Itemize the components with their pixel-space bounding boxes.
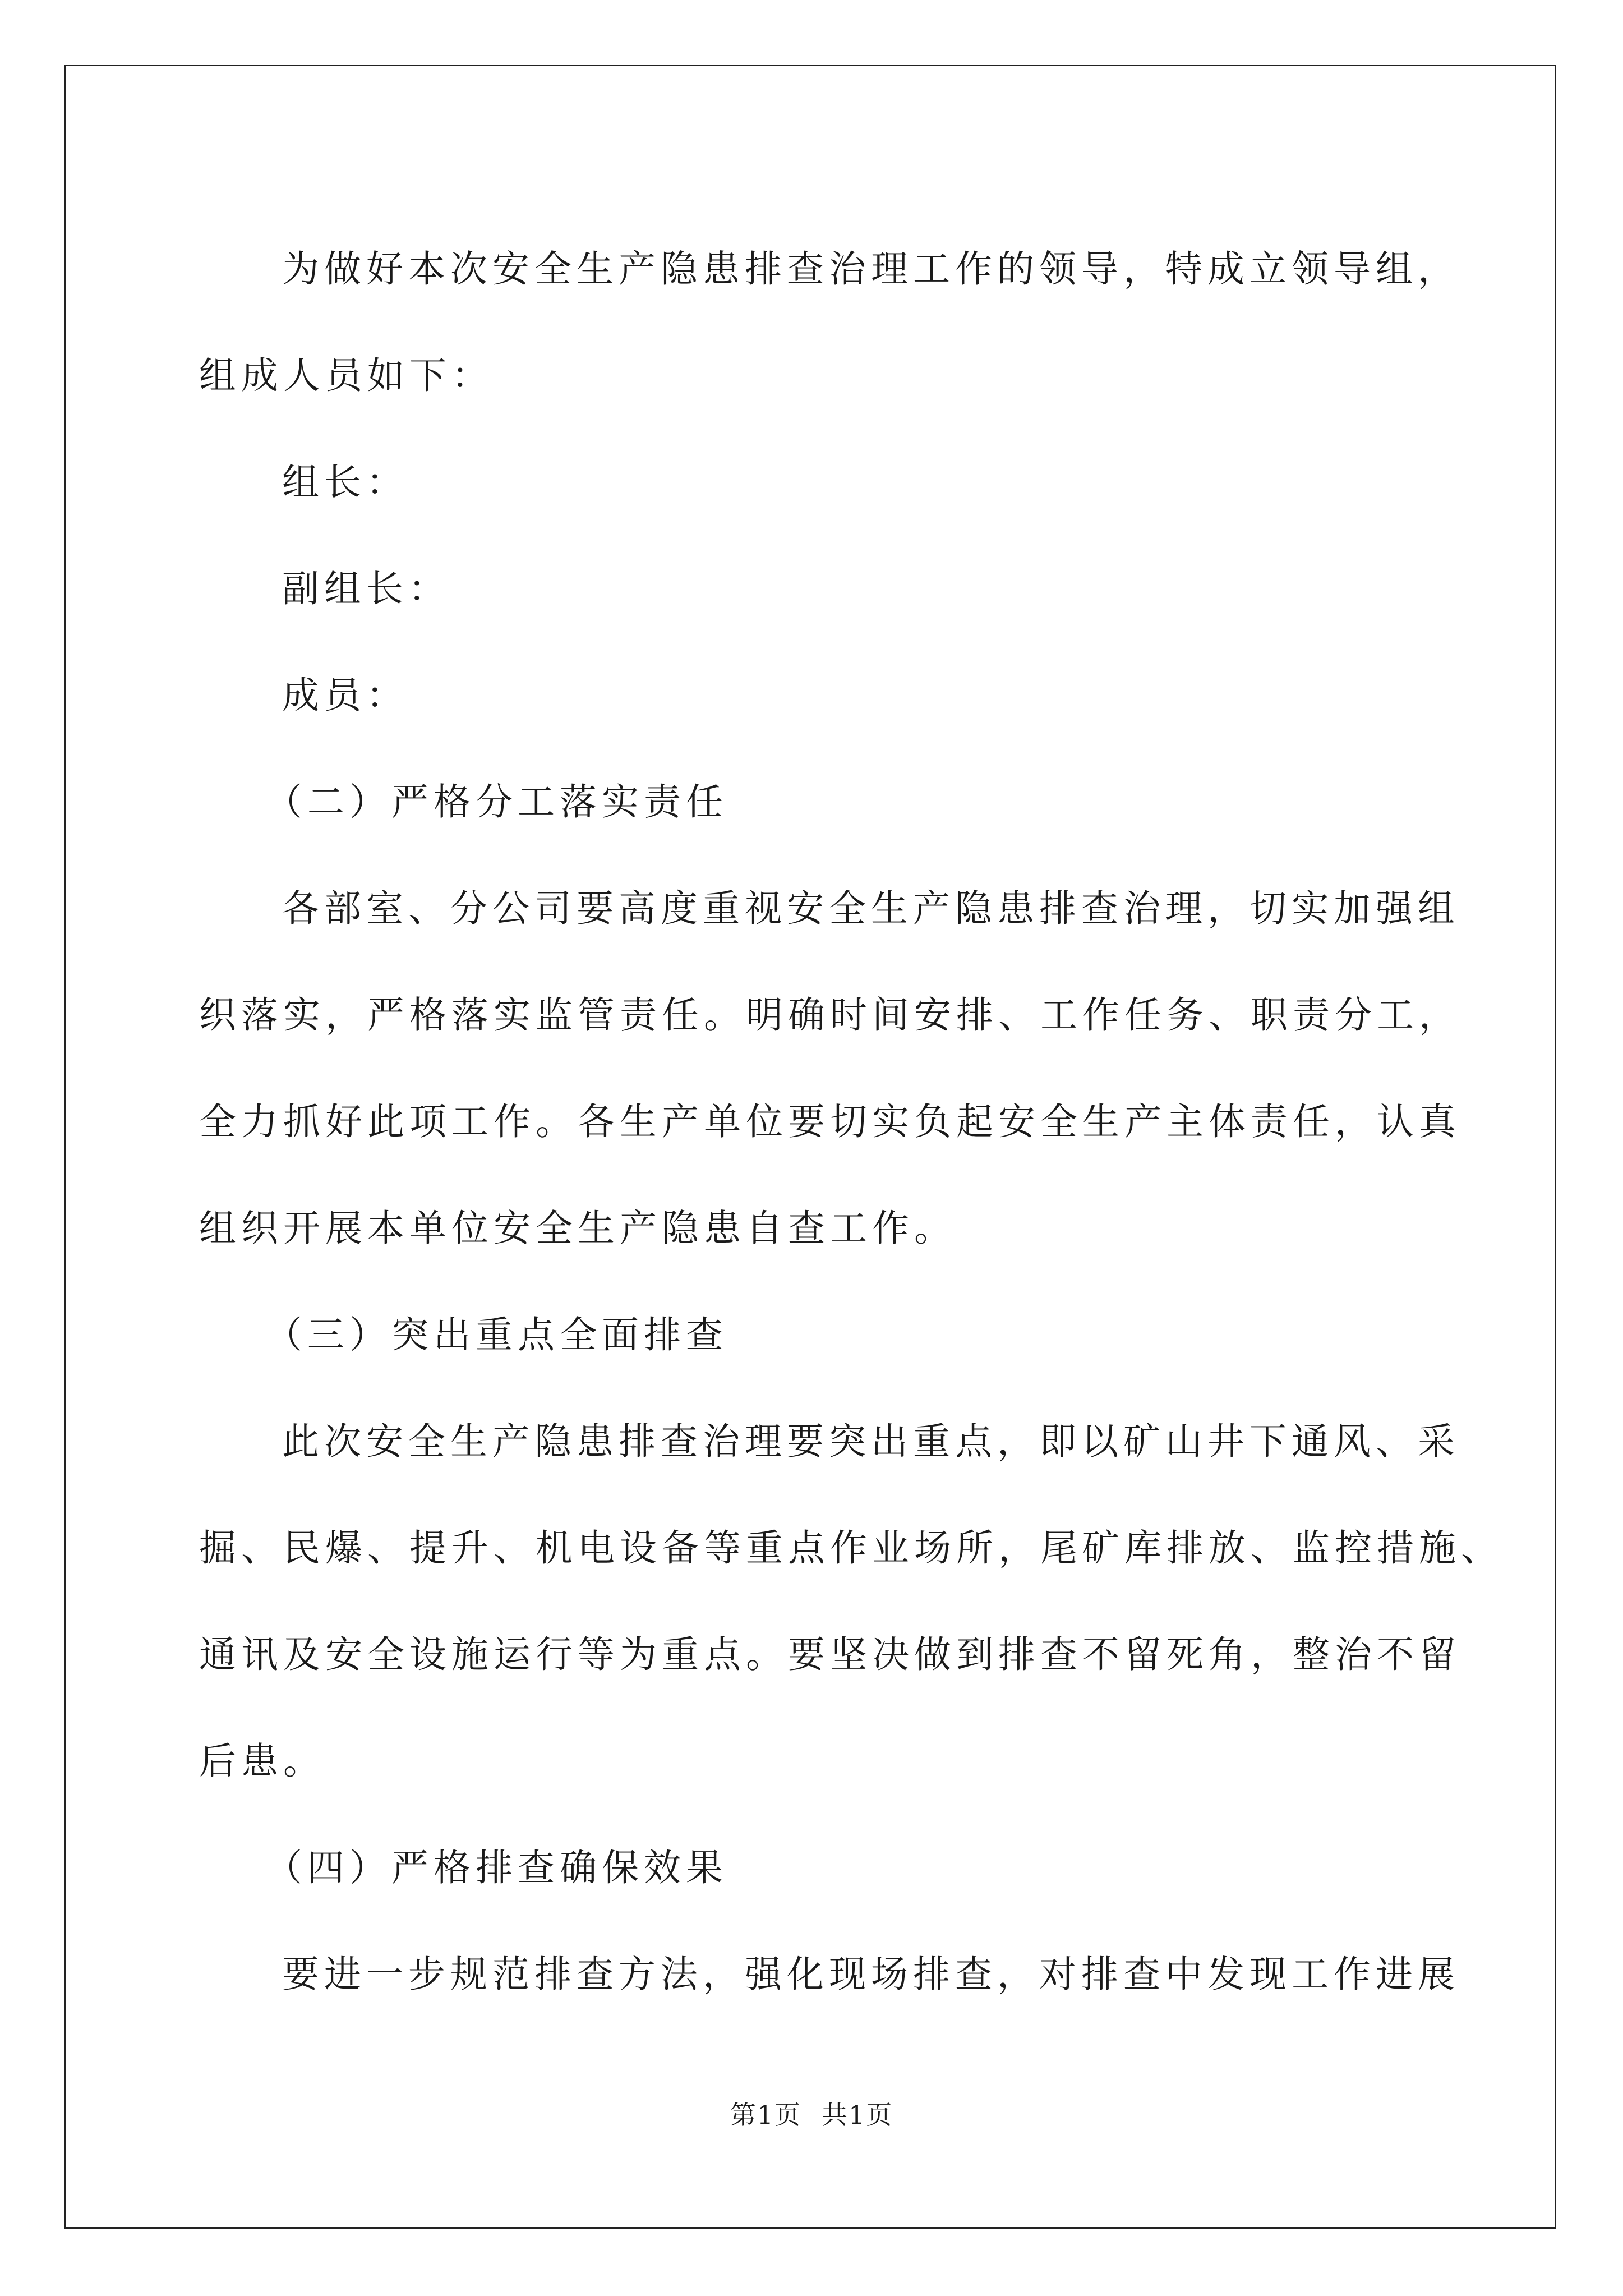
text-line: 要进一步规范排查方法，强化现场排查，对排查中发现工作进展	[282, 1953, 1460, 1996]
paragraph-group-leader	[199, 429, 1450, 536]
section-heading-3	[199, 1282, 1450, 1388]
text-line: 各部室、分公司要高度重视安全生产隐患排查治理，切实加强组	[282, 887, 1460, 930]
text-line: 组织开展本单位安全生产隐患自查工作。	[199, 1207, 956, 1250]
paragraph-members	[199, 642, 1450, 749]
text-line: 掘、民爆、提升、机电设备等重点作业场所，尾矿库排放、监控措施、	[199, 1526, 1503, 1570]
text-line: （四）严格排查确保效果	[265, 1846, 728, 1889]
paragraph-key-inspection	[199, 1388, 1503, 1815]
text-line: （二）严格分工落实责任	[265, 780, 728, 823]
text-line: 为做好本次安全生产隐患排查治理工作的领导，特成立领导组，	[282, 247, 1460, 291]
page-footer	[0, 2098, 1623, 2132]
text-line: （三）突出重点全面排查	[265, 1313, 728, 1356]
paragraph-division-of-duties	[199, 855, 1461, 1282]
page-number-current: 第1页	[730, 2100, 801, 2130]
paragraph-inspection-method	[199, 1921, 1460, 2028]
document-body	[199, 216, 1503, 2028]
text-line: 成员：	[282, 674, 408, 717]
section-heading-2	[199, 749, 1450, 855]
section-heading-4	[199, 1815, 1450, 1921]
text-line: 全力抓好此项工作。各生产单位要切实负起安全生产主体责任，认真	[199, 1100, 1461, 1143]
text-line: 此次安全生产隐患排查治理要突出重点，即以矿山井下通风、采	[282, 1420, 1460, 1463]
text-line: 后患。	[199, 1740, 325, 1783]
paragraph-deputy-leader	[199, 536, 1450, 642]
paragraph-leadership-group	[199, 216, 1460, 429]
text-line: 组成人员如下：	[199, 354, 494, 397]
text-line: 织落实，严格落实监管责任。明确时间安排、工作任务、职责分工，	[199, 993, 1461, 1037]
text-line: 组长：	[282, 461, 408, 504]
text-line: 通讯及安全设施运行等为重点。要坚决做到排查不留死角，整治不留	[199, 1633, 1461, 1676]
page-number-total: 共1页	[822, 2100, 893, 2130]
text-line: 副组长：	[282, 567, 450, 610]
